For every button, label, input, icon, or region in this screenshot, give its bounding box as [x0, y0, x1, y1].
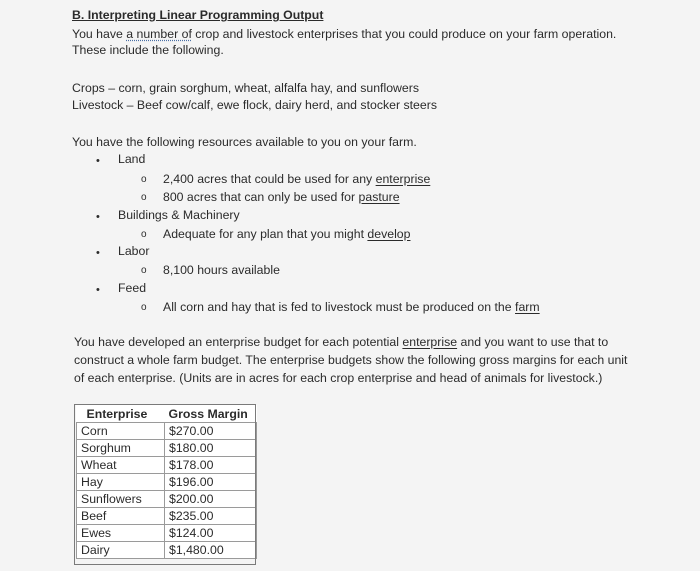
enterprise-cell: Beef [77, 508, 165, 525]
intro-line-1: You have a number of crop and livestock enterprises that you could produce on your farm operation. [72, 27, 617, 41]
budget-para-line-3: of each enterprise. (Units are in acres for each crop enterprise and head of animals for livestock.) [74, 371, 603, 385]
enterprise-cell: Hay [77, 474, 165, 491]
enterprise-cell: Dairy [77, 542, 165, 559]
table-row [77, 457, 257, 474]
sub-bullet-glyph: o [141, 302, 147, 313]
buildings-sub-1: Adequate for any plan that you might develop [163, 227, 411, 241]
bullet-glyph: • [96, 211, 100, 223]
intro-line-2: These include the following. [72, 43, 224, 57]
gross-margin-cell: $178.00 [165, 457, 257, 474]
labor-sub-1: 8,100 hours available [163, 263, 280, 277]
bullet-glyph: • [96, 247, 100, 259]
sub-bullet-glyph: o [141, 174, 147, 185]
table-row [77, 474, 257, 491]
sub-bullet-glyph: o [141, 192, 147, 203]
gross-margin-cell: $200.00 [165, 491, 257, 508]
resource-land-label: Land [118, 152, 146, 166]
resource-labor-label: Labor [118, 244, 150, 258]
crops-line: Crops – corn, grain sorghum, wheat, alfalfa hay, and sunflowers [72, 81, 419, 95]
section-heading: B. Interpreting Linear Programming Output [72, 8, 324, 22]
table-row [77, 491, 257, 508]
gross-margin-cell: $270.00 [165, 423, 257, 440]
resources-intro: You have the following resources available to you on your farm. [72, 135, 417, 149]
table-row [77, 440, 257, 457]
budget-para-line-1: You have developed an enterprise budget for each potential enterprise and you want to use that to [74, 335, 609, 349]
bullet-glyph: • [96, 155, 100, 167]
gross-margin-cell: $235.00 [165, 508, 257, 525]
gross-margin-cell: $1,480.00 [165, 542, 257, 559]
gross-margin-cell: $180.00 [165, 440, 257, 457]
land-sub-2: 800 acres that can only be used for pasture [163, 190, 400, 204]
budget-para-line-2: construct a whole farm budget. The enterprise budgets show the following gross margins for each unit [74, 353, 628, 367]
gross-margin-table [76, 405, 257, 559]
table-header-row [77, 405, 257, 423]
enterprise-cell: Ewes [77, 525, 165, 542]
sub-bullet-glyph: o [141, 265, 147, 276]
feed-sub-1: All corn and hay that is fed to livestock must be produced on the farm [163, 300, 540, 314]
header-gross-margin: Gross Margin [168, 407, 248, 421]
enterprise-cell: Sorghum [77, 440, 165, 457]
table-row [77, 542, 257, 559]
gross-margin-cell: $124.00 [165, 525, 257, 542]
resource-buildings-label: Buildings & Machinery [118, 208, 240, 222]
table-row [77, 423, 257, 440]
header-enterprise: Enterprise [86, 407, 148, 421]
resource-feed-label: Feed [118, 281, 147, 295]
spellcheck-flagged-text: a number of [126, 27, 192, 41]
sub-bullet-glyph: o [141, 229, 147, 240]
bullet-glyph: • [96, 284, 100, 296]
gross-margin-cell: $196.00 [165, 474, 257, 491]
enterprise-cell: Sunflowers [77, 491, 165, 508]
table-row [77, 508, 257, 525]
livestock-line: Livestock – Beef cow/calf, ewe flock, dairy herd, and stocker steers [72, 98, 437, 112]
enterprise-cell: Corn [77, 423, 165, 440]
table-row [77, 525, 257, 542]
enterprise-cell: Wheat [77, 457, 165, 474]
land-sub-1: 2,400 acres that could be used for any enterprise [163, 172, 431, 186]
